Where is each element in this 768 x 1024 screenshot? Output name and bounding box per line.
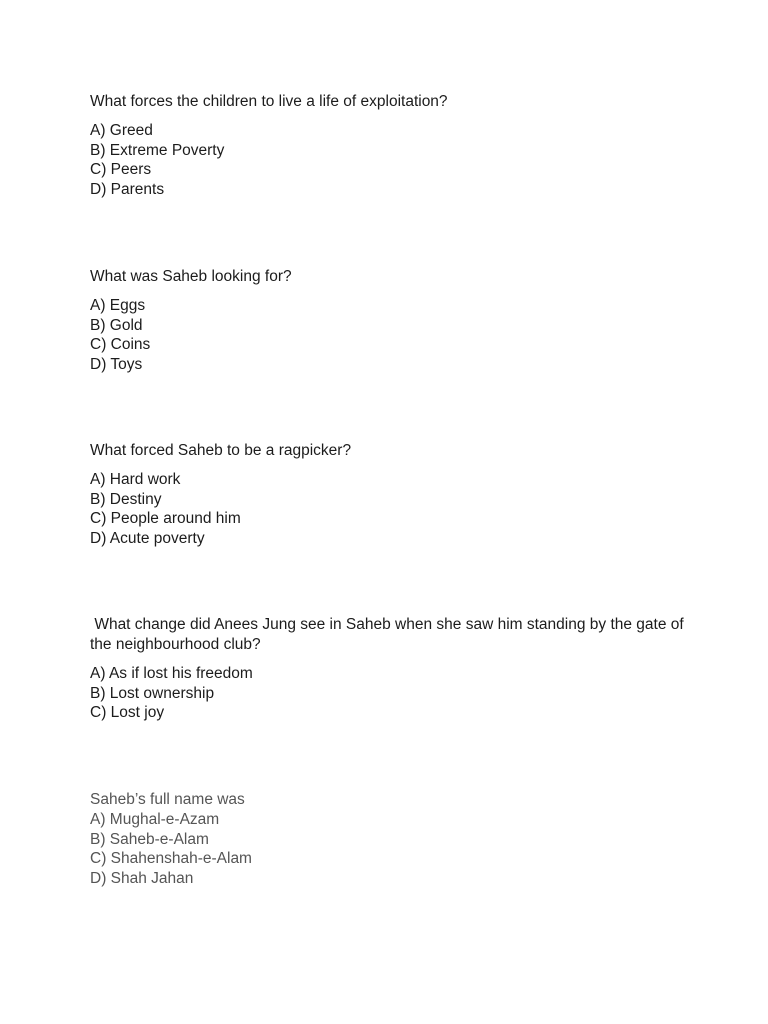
answer-options [90, 296, 690, 374]
answer-option: A) As if lost his freedom [90, 665, 253, 682]
answer-option: B) Saheb-e-Alam [90, 830, 209, 848]
question-block-1 [90, 92, 690, 199]
answer-option: D) Shah Jahan [90, 869, 194, 887]
question-text: What forces the children to live a life of exploitation? [90, 93, 448, 110]
question-text: What forced Saheb to be a ragpicker? [90, 442, 352, 459]
answer-option: A) Hard work [90, 471, 181, 488]
answer-option: B) Destiny [90, 490, 162, 508]
question-text: Saheb’s full name was [90, 791, 245, 808]
answer-options [90, 470, 690, 548]
question-block-3 [90, 441, 690, 548]
question-text: What change did Anees Jung see in Saheb when she saw him standing by the gate of the neighbourhood club? [90, 616, 689, 653]
answer-option: D) Parents [90, 180, 165, 198]
answer-option: D) Acute poverty [90, 529, 205, 547]
answer-options [90, 121, 690, 199]
answer-option: D) Toys [90, 355, 143, 373]
answer-option: C) Coins [90, 336, 151, 353]
answer-options [90, 810, 690, 888]
answer-option: B) Lost ownership [90, 684, 215, 702]
answer-option: A) Greed [90, 122, 153, 139]
answer-options [90, 664, 690, 723]
answer-option: C) Shahenshah-e-Alam [90, 850, 252, 867]
answer-option: A) Eggs [90, 297, 146, 314]
answer-option: C) People around him [90, 510, 241, 527]
answer-option: C) Peers [90, 161, 152, 178]
question-block-5 [90, 790, 690, 888]
answer-option: A) Mughal-e-Azam [90, 811, 220, 828]
answer-option: B) Gold [90, 316, 143, 334]
question-block-2 [90, 267, 690, 374]
answer-option: B) Extreme Poverty [90, 141, 225, 159]
question-block-4 [90, 615, 690, 723]
question-text: What was Saheb looking for? [90, 268, 292, 285]
answer-option: C) Lost joy [90, 704, 165, 721]
